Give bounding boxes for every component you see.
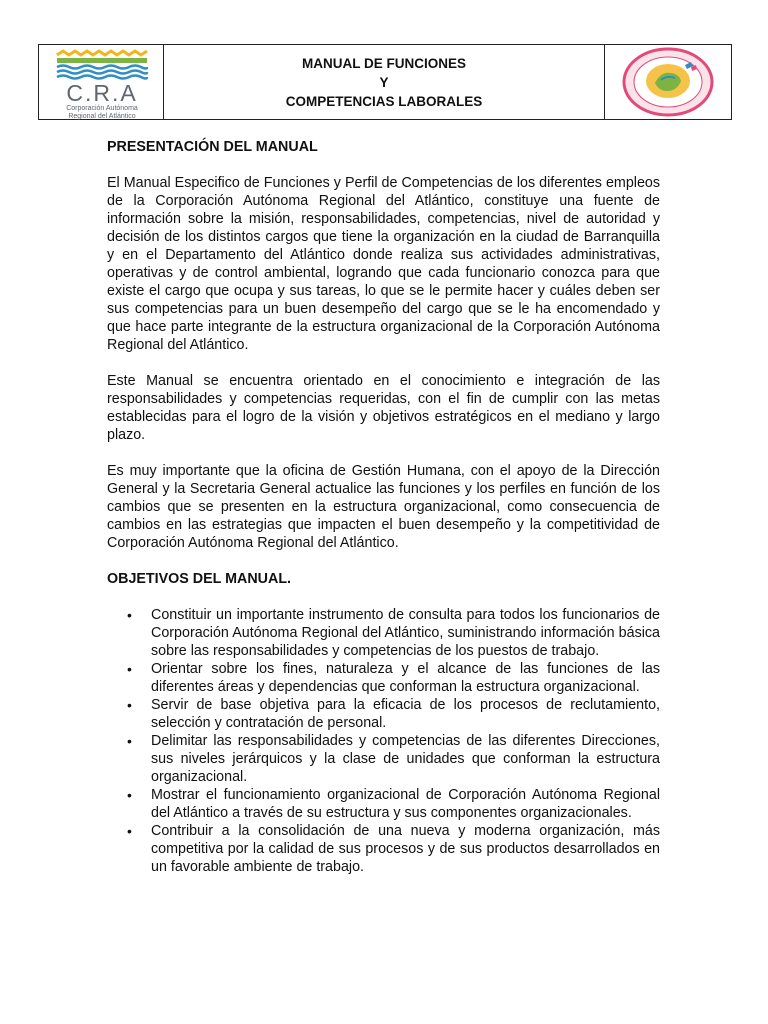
cra-logo-letters: C.R.A xyxy=(66,80,138,106)
section-heading-presentacion: PRESENTACIÓN DEL MANUAL xyxy=(107,139,318,155)
paragraph-1: El Manual Especifico de Funciones y Perfil de Competencias de los diferentes empleos de la Corporación Autónoma Regional del Atlántico, constituye una fuente de información sobre la misión, responsabilidades, competencias, nivel de autoridad y decisión de los distintos cargos que tiene la organización en la ciudad de Barranquilla y en el Departamento del Atlántico donde realiza sus actividades administrativas, operativas y de control ambiental, logrando que cada funcionario conozca para que existe el cargo que ocupa y sus tareas, lo que se le permite hacer y cuáles deben ser sus competencias para un buen desempeño del cargo que se le ha encomendado y que hace parte integrante de la estructura organizacional de la Corporación Autónoma Regional del Atlántico. xyxy=(107,175,660,353)
objective-text: Delimitar las responsabilidades y competencias de las diferentes Direcciones, sus niveles jerárquicos y la clase de unidades que conforman la estructura organizacional. xyxy=(151,733,660,785)
objective-text: Orientar sobre los fines, naturaleza y el alcance de las funciones de las diferentes áreas y dependencias que conforman la estructura organizacional. xyxy=(151,661,660,695)
header-title-line1: MANUAL DE FUNCIONES xyxy=(301,55,466,71)
objectives-list xyxy=(107,606,660,876)
header-title-line2: Y xyxy=(379,74,389,90)
section-heading-objetivos: OBJETIVOS DEL MANUAL. xyxy=(107,571,292,587)
cra-logo xyxy=(53,49,151,120)
document-body xyxy=(107,138,660,876)
cra-logo-sub1: Corporación Autónoma xyxy=(66,105,138,112)
cra-logo-graphic-icon xyxy=(53,49,151,81)
list-item xyxy=(107,606,660,660)
list-item xyxy=(107,786,660,822)
header-right-logo-cell xyxy=(605,45,731,119)
bullet-icon: • xyxy=(127,607,132,623)
list-item xyxy=(107,732,660,786)
header-title-line3: COMPETENCIAS LABORALES xyxy=(285,93,483,109)
bullet-icon: • xyxy=(127,697,132,713)
header-table xyxy=(38,44,732,120)
bullet-icon: • xyxy=(127,733,132,749)
bullet-icon: • xyxy=(127,823,132,839)
paragraph-3: Es muy importante que la oficina de Gestión Humana, con el apoyo de la Dirección General y la Secretaria General actualice las funciones y los perfiles en función de los cambios que se presenten en la estructura organizacional, como consecuencia de cambios en las estrategias que impacten el buen desempeño y la competitividad de Corporación Autónoma Regional del Atlántico. xyxy=(107,463,660,551)
objective-text: Servir de base objetiva para la eficacia de los procesos de reclutamiento, selección y contratación de personal. xyxy=(151,697,660,731)
paragraph-2: Este Manual se encuentra orientado en el conocimiento e integración de las responsabilidades y competencias requeridas, con el fin de cumplir con las metas establecidas para el logro de la visión y objetivos estratégicos en el mediano y largo plazo. xyxy=(107,373,660,443)
list-item xyxy=(107,696,660,732)
objective-text: Constituir un importante instrumento de consulta para todos los funcionarios de Corporación Autónoma Regional del Atlántico, suministrando información básica sobre las responsabilidades y competencias de los puestos de trabajo. xyxy=(151,607,660,659)
list-item xyxy=(107,660,660,696)
seal-icon xyxy=(621,47,715,117)
list-item xyxy=(107,822,660,876)
bullet-icon: • xyxy=(127,661,132,677)
header-left-logo-cell xyxy=(39,45,164,119)
cra-logo-sub2: Regional del Atlántico xyxy=(68,112,136,120)
objective-text: Contribuir a la consolidación de una nueva y moderna organización, más competitiva por la calidad de sus procesos y de sus productos desarrollados en un favorable ambiente de trabajo. xyxy=(151,823,660,875)
objective-text: Mostrar el funcionamiento organizacional de Corporación Autónoma Regional del Atlántico a través de su estructura y sus componentes organizacionales. xyxy=(151,787,660,821)
bullet-icon: • xyxy=(127,787,132,803)
cra-logo-subtitle xyxy=(53,105,151,120)
header-title xyxy=(164,45,605,119)
